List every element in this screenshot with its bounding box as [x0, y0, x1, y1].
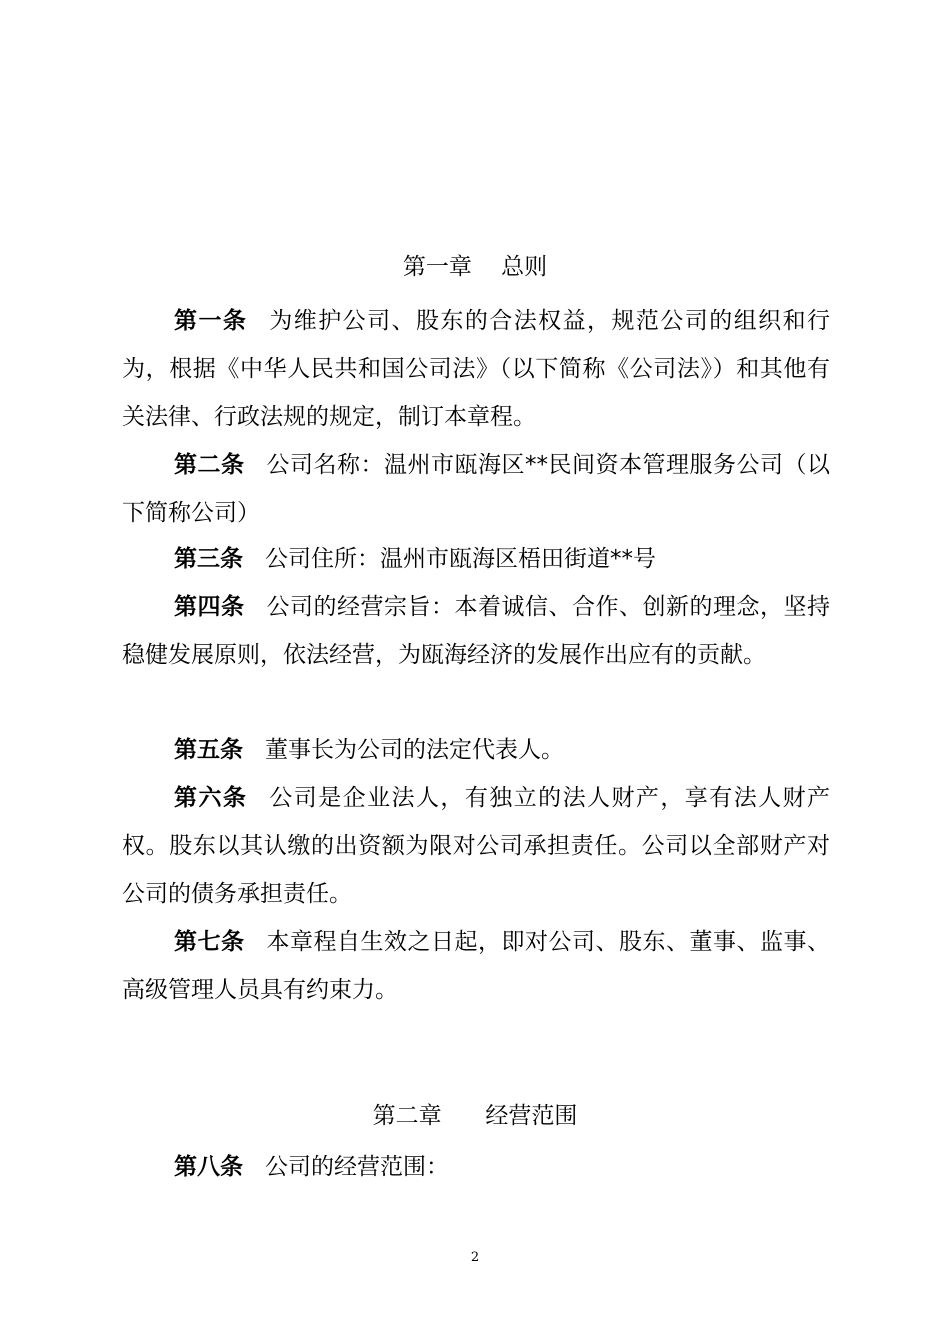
article-2-text: 公司名称：温州市瓯海区**民间资本管理服务公司（以下简称公司）: [122, 452, 830, 526]
article-2: [122, 441, 830, 537]
article-6: [122, 774, 830, 918]
article-5-number: 第五条: [174, 737, 243, 763]
article-3: [122, 535, 830, 583]
article-3-text: 公司住所：温州市瓯海区梧田街道**号: [265, 546, 656, 572]
article-5-text: 董事长为公司的法定代表人。: [265, 737, 564, 763]
article-7: [122, 918, 830, 1014]
article-7-text: 本章程自生效之日起，即对公司、股东、董事、监事、高级管理人员具有约束力。: [122, 929, 830, 1003]
article-8-text: 公司的经营范围：: [265, 1154, 449, 1180]
article-6-number: 第六条: [174, 785, 248, 811]
article-4-text: 公司的经营宗旨：本着诚信、合作、创新的理念，坚持稳健发展原则，依法经营，为瓯海经济的发展作出应有的贡献。: [122, 594, 830, 668]
article-1-text: 为维护公司、股东的合法权益，规范公司的组织和行为，根据《中华人民共和国公司法》（以下简称《公司法》）和其他有关法律、行政法规的规定，制订本章程。: [122, 308, 831, 430]
article-8: [122, 1143, 830, 1191]
article-1-number: 第一条: [174, 308, 248, 334]
page-number: 2: [470, 1250, 480, 1265]
article-3-number: 第三条: [174, 546, 243, 572]
chapter-1-title: 第一章 总则: [402, 254, 548, 280]
article-7-number: 第七条: [174, 929, 245, 955]
article-4-number: 第四条: [174, 594, 245, 620]
article-8-number: 第八条: [174, 1154, 243, 1180]
article-4: [122, 583, 830, 679]
article-1: [122, 297, 830, 441]
chapter-2-title: 第二章 经营范围: [372, 1103, 578, 1129]
article-5: [122, 726, 830, 774]
article-2-number: 第二条: [174, 452, 245, 478]
article-6-text: 公司是企业法人，有独立的法人财产，享有法人财产权。股东以其认缴的出资额为限对公司承担责任。公司以全部财产对公司的债务承担责任。: [122, 785, 831, 907]
